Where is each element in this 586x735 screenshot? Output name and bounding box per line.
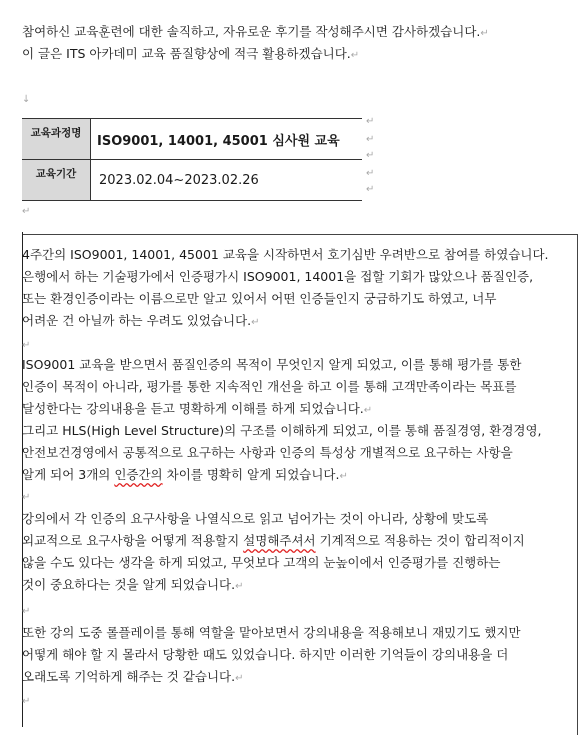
review-line: 않을 수도 있다는 생각을 하게 되었고, 무엇보다 고객의 눈높이에서 인증평가를 진행하는 bbox=[22, 555, 501, 570]
review-line: 또한 강의 도중 롤플레이를 통해 역할을 맡아보면서 강의내용을 적용해보니 재밌기도 했지만 bbox=[22, 625, 521, 640]
spellcheck-underlined-word[interactable]: 인증간의 bbox=[114, 467, 163, 482]
review-line: 어려운 건 아닐까 하는 우려도 있었습니다.↵ bbox=[22, 313, 260, 328]
review-line: 알게 되어 3개의 인증간의 차이를 명확히 알게 되었습니다.↵ bbox=[22, 467, 348, 482]
empty-paragraph-mark: ↵ bbox=[22, 340, 31, 351]
row-end-mark: ↵ bbox=[366, 134, 375, 145]
empty-paragraph-mark: ↵ bbox=[22, 206, 31, 217]
review-line: 인증이 목적이 아니라, 평가를 통한 지속적인 개선을 하고 이를 통해 고객만족이라는 목표를 bbox=[22, 379, 517, 394]
course-period-label: 교육기간 bbox=[22, 160, 91, 201]
empty-paragraph-mark: ↓ bbox=[22, 94, 31, 105]
empty-paragraph-mark: ↵ bbox=[22, 696, 31, 707]
course-name-value: ISO9001, 14001, 45001 심사원 교육 bbox=[91, 119, 363, 160]
spellcheck-underlined-word[interactable]: 설명해주셔서 bbox=[243, 533, 316, 548]
intro-line-1: 참여하신 교육훈련에 대한 솔직하고, 자유로운 후기를 작성해주시면 감사하겠습니다.↵ bbox=[22, 24, 489, 39]
intro-line-2: 이 글은 ITS 아카데미 교육 품질향상에 적극 활용하겠습니다.↵ bbox=[22, 46, 360, 61]
review-line: ISO9001 교육을 받으면서 품질인증의 목적이 무엇인지 알게 되었고, 이를 통해 평가를 통한 bbox=[22, 357, 522, 372]
row-end-mark: ↵ bbox=[366, 116, 375, 127]
review-line: 달성한다는 강의내용을 듣고 명확하게 이해를 하게 되었습니다.↵ bbox=[22, 401, 373, 416]
review-line: 것이 중요하다는 것을 알게 되었습니다.↵ bbox=[22, 577, 244, 592]
empty-paragraph-mark: ↵ bbox=[22, 606, 31, 617]
review-line: 외교적으로 요구사항을 어떻게 적용할지 설명해주셔서 기계적으로 적용하는 것이 합리적이지 bbox=[22, 533, 525, 548]
review-line: 강의에서 각 인증의 요구사항을 나열식으로 읽고 넘어가는 것이 아니라, 상황에 맞도록 bbox=[22, 511, 489, 526]
course-period-value: 2023.02.04~2023.02.26 bbox=[91, 160, 363, 201]
row-end-mark: ↵ bbox=[366, 150, 375, 161]
review-line: 은행에서 하는 기술평가에서 인증평가시 ISO9001, 14001을 접할 기회가 많았으나 품질인증, bbox=[22, 269, 534, 284]
review-line: 어떻게 해야 할 지 몰라서 당황한 때도 있었습니다. 하지만 이러한 기억들이 강의내용을 더 bbox=[22, 647, 509, 662]
review-line: 안전보건경영에서 공통적으로 요구하는 사항과 인증의 특성상 개별적으로 요구하는 사항을 bbox=[22, 445, 513, 460]
row-end-mark: ↵ bbox=[366, 168, 375, 179]
review-line: 또는 환경인증이라는 이름으로만 알고 있어서 어떤 인증들인지 궁금하기도 하였고, 너무 bbox=[22, 291, 497, 306]
row-end-mark: ↵ bbox=[366, 184, 375, 195]
course-name-label: 교육과정명 bbox=[22, 119, 91, 160]
review-line: 오래도록 기억하게 해주는 것 같습니다.↵ bbox=[22, 669, 244, 684]
empty-paragraph-mark: ↵ bbox=[22, 492, 31, 503]
course-period-row bbox=[22, 160, 362, 201]
review-line: 4주간의 ISO9001, 14001, 45001 교육을 시작하면서 호기심반 우려반으로 참여를 하였습니다. bbox=[22, 247, 549, 262]
course-info-table bbox=[22, 118, 362, 201]
review-line: 그리고 HLS(High Level Structure)의 구조를 이해하게 되었고, 이를 통해 품질경영, 환경경영, bbox=[22, 423, 542, 438]
course-name-row bbox=[22, 119, 362, 160]
